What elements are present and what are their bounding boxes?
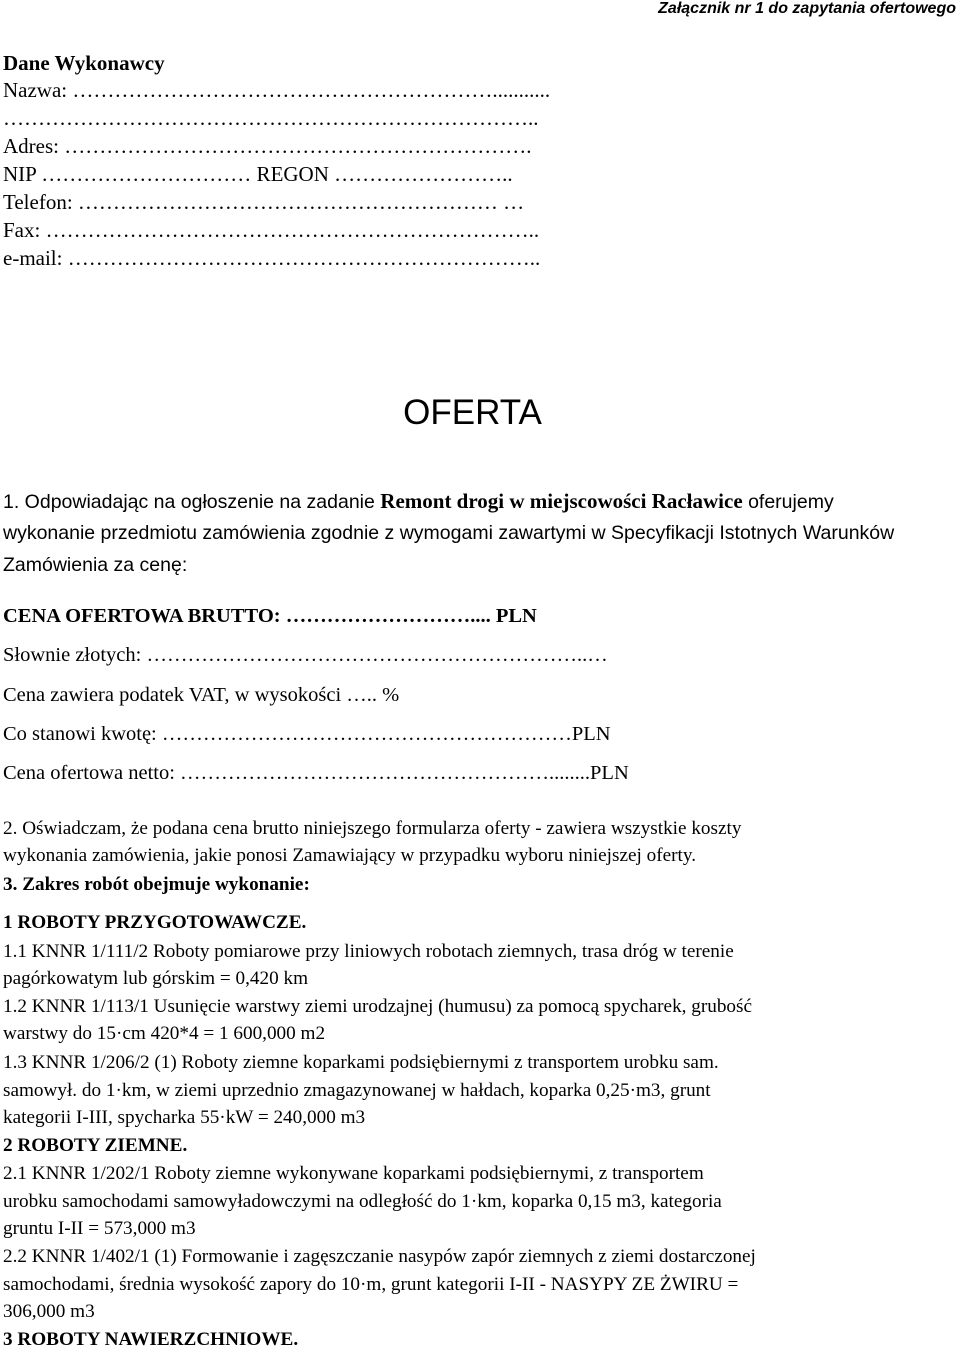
contractor-name-continuation: …………………………………………………………………..: [3, 106, 539, 130]
vat-amount-field: Co stanowi kwotę: ……………………………………………………PLN: [3, 723, 611, 745]
contractor-name-field: Nazwa: ……………………………………………………...........: [3, 78, 551, 102]
contractor-nip-regon-field: NIP ………………………… REGON ……………………..: [3, 162, 513, 186]
item-2-1-line-3: gruntu I-II = 573,000 m3: [3, 1218, 196, 1239]
price-in-words-field: Słownie złotych: ………………………………………………………..…: [3, 644, 608, 666]
contractor-email-field: e-mail: …………………………………………………………..: [3, 246, 541, 270]
project-name: Remont drogi w miejscowości Racławice: [380, 489, 743, 513]
document-title: OFERTA: [403, 393, 542, 432]
section-2-heading: 2 ROBOTY ZIEMNE.: [3, 1135, 188, 1156]
offer-paragraph-suffix: oferujemy: [742, 491, 834, 513]
contractor-address-field: Adres: ………………………………………………………….: [3, 134, 532, 158]
contractor-phone-field: Telefon: …………………………………………………… …: [3, 190, 525, 214]
offer-paragraph-prefix: 1. Odpowiadając na ogłoszenie na zadanie: [3, 491, 381, 513]
gross-price-field: CENA OFERTOWA BRUTTO: ……………………….... PLN: [3, 605, 537, 627]
vat-rate-field: Cena zawiera podatek VAT, w wysokości ….. %: [3, 684, 400, 706]
net-price-field: Cena ofertowa netto: ………………………………………………........PLN: [3, 762, 629, 784]
scope-heading: 3. Zakres robót obejmuje wykonanie:: [3, 874, 310, 895]
item-1-2-line-1: 1.2 KNNR 1/113/1 Usunięcie warstwy ziemi urodzajnej (humusu) za pomocą spycharek, grubość: [3, 996, 753, 1017]
item-2-2-line-2: samochodami, średnia wysokość zapory do 10·m, grunt kategorii I-II - NASYPY ZE ŻWIRU =: [3, 1274, 739, 1295]
statement-line-2: wykonania zamówienia, jakie ponosi Zamawiający w przypadku wyboru niniejszej oferty.: [3, 845, 697, 866]
offer-paragraph-line-1: [3, 489, 834, 514]
item-2-2-line-3: 306,000 m3: [3, 1301, 95, 1322]
item-1-3-line-1: 1.3 KNNR 1/206/2 (1) Roboty ziemne koparkami podsiębiernymi z transportem urobku sam.: [3, 1052, 719, 1073]
item-2-1-line-1: 2.1 KNNR 1/202/1 Roboty ziemne wykonywane koparkami podsiębiernymi, z transportem: [3, 1163, 704, 1184]
annex-label: Załącznik nr 1 do zapytania ofertowego: [658, 0, 956, 17]
item-1-2-line-2: warstwy do 15·cm 420*4 = 1 600,000 m2: [3, 1023, 326, 1044]
offer-paragraph-line-2: wykonanie przedmiotu zamówienia zgodnie z wymogami zawartymi w Specyfikacji Istotnych Warunków: [3, 522, 895, 544]
item-2-2-line-1: 2.2 KNNR 1/402/1 (1) Formowanie i zagęszczanie nasypów zapór ziemnych z ziemi dostarczonej: [3, 1246, 756, 1267]
item-1-1-line-2: pagórkowatym lub górskim = 0,420 km: [3, 968, 309, 989]
contractor-fax-field: Fax: ……………………………………………………………..: [3, 218, 540, 242]
section-1-heading: 1 ROBOTY PRZYGOTOWAWCZE.: [3, 912, 307, 933]
item-1-3-line-2: samowył. do 1·km, w ziemi uprzednio zmagazynowanej w hałdach, koparka 0,25·m3, grunt: [3, 1080, 711, 1101]
contractor-heading: Dane Wykonawcy: [3, 51, 165, 75]
item-1-1-line-1: 1.1 KNNR 1/111/2 Roboty pomiarowe przy liniowych robotach ziemnych, trasa dróg w terenie: [3, 941, 734, 962]
section-3-heading: 3 ROBOTY NAWIERZCHNIOWE.: [3, 1329, 299, 1350]
statement-line-1: 2. Oświadczam, że podana cena brutto niniejszego formularza oferty - zawiera wszystkie koszty: [3, 818, 742, 839]
item-1-3-line-3: kategorii I-III, spycharka 55·kW = 240,000 m3: [3, 1107, 366, 1128]
item-2-1-line-2: urobku samochodami samowyładowczymi na odległość do 1·km, koparka 0,15 m3, kategoria: [3, 1191, 722, 1212]
offer-paragraph-line-3: Zamówienia za cenę:: [3, 554, 188, 576]
